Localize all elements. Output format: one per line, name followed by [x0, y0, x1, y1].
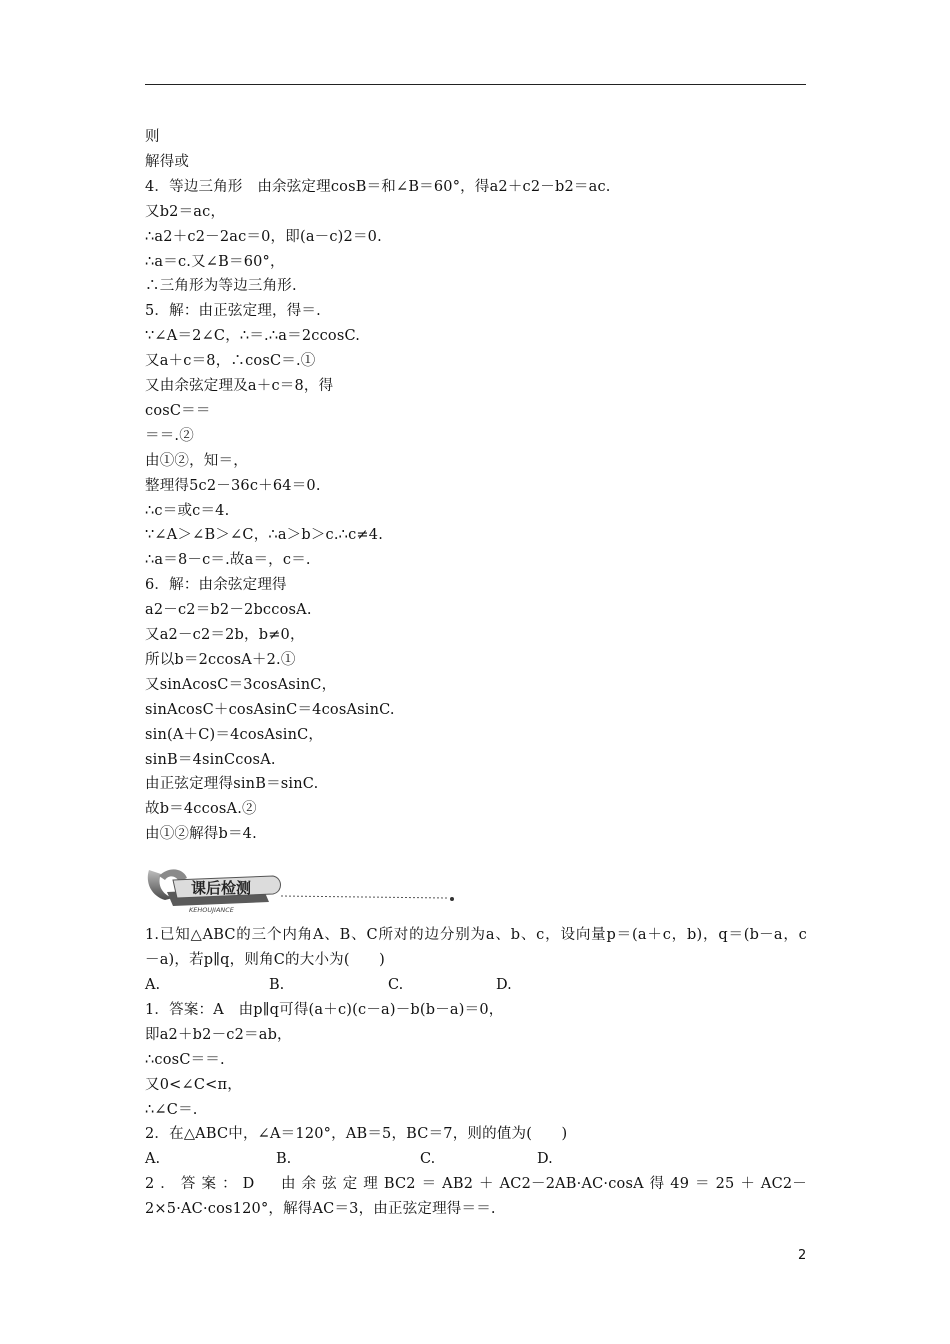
- option-d: D.: [537, 1151, 553, 1167]
- solution-line: 由①②解得b＝4.: [145, 826, 257, 843]
- solution-line: ∴a2＋c2－2ac＝0，即(a－c)2＝0.: [145, 228, 382, 245]
- solution-line: 又a2－c2＝2b，b≠0，: [145, 627, 305, 643]
- header-rule: [145, 84, 806, 85]
- option-c: C.: [420, 1151, 436, 1167]
- banner-title: 课后检测: [191, 879, 252, 897]
- answer-1-line: 即a2＋b2－c2＝ab，: [145, 1027, 292, 1043]
- question-2-line-1: 2．在△ABC中，∠A＝120°，AB＝5，BC＝7，则的值为( ): [145, 1126, 568, 1142]
- answer-1-line: 1．答案：A 由p∥q可得(a＋c)(c－a)－b(b－a)＝0，: [145, 1002, 504, 1018]
- option-b: B.: [269, 977, 285, 993]
- option-d: D.: [496, 977, 512, 993]
- solution-line: 6．解：由余弦定理得: [145, 577, 287, 594]
- answer-2-line-1: 2．答案：D 由余弦定理BC2＝AB2＋AC2－2AB·AC·cosA得49＝25＋AC2－: [145, 1176, 807, 1192]
- solution-line: ∵∠A＝2∠C，∴＝.∴a＝2ccosC.: [145, 328, 361, 345]
- solution-line: cosC＝＝: [145, 402, 211, 419]
- solution-line: 整理得5c2－36c＋64＝0.: [145, 477, 321, 494]
- answer-1-line: ∴∠C＝.: [145, 1102, 198, 1118]
- solution-line: ∴a＝c.又∠B＝60°，: [145, 253, 285, 270]
- solution-line: 又a＋c＝8，∴cosC＝.①: [145, 353, 316, 370]
- solution-line: sin(A＋C)＝4cosAsinC，: [145, 726, 324, 743]
- option-a: A.: [145, 977, 161, 993]
- answer-2-line-2: 2×5·AC·cos120°，解得AC＝3，由正弦定理得＝＝.: [145, 1201, 496, 1217]
- option-c: C.: [388, 977, 404, 993]
- solution-line: 又b2＝ac，: [145, 203, 226, 220]
- solution-line: ∵∠A＞∠B＞∠C，∴a＞b＞c.∴c≠4.: [145, 527, 384, 544]
- section-banner-icon: [143, 862, 463, 916]
- solution-line: 又sinAcosC＝3cosAsinC，: [145, 676, 337, 693]
- banner-subtitle: KEHOUJIANCE: [189, 906, 234, 914]
- answer-1-line: 又0<∠C<π，: [145, 1077, 242, 1093]
- page-number: 2: [798, 1248, 807, 1263]
- option-b: B.: [276, 1151, 292, 1167]
- solution-line: ∴三角形为等边三角形.: [145, 278, 297, 295]
- solution-line: 由正弦定理得sinB＝sinC.: [145, 776, 319, 793]
- solution-line: a2－c2＝b2－2bccosA.: [145, 602, 312, 619]
- solution-line: 又由余弦定理及a＋c＝8，得: [145, 378, 334, 394]
- solution-line: ＝＝.②: [145, 427, 194, 444]
- answer-1-line: ∴cosC＝＝.: [145, 1052, 225, 1068]
- solution-line: sinB＝4sinCcosA.: [145, 751, 276, 768]
- solution-line: 4．等边三角形 由余弦定理cosB＝和∠B＝60°，得a2＋c2－b2＝ac.: [145, 178, 611, 195]
- solution-line: 故b＝4ccosA.②: [145, 801, 257, 818]
- option-a: A.: [145, 1151, 161, 1167]
- solution-line: 所以b＝2ccosA＋2.①: [145, 651, 296, 668]
- solution-line: ∴c＝或c＝4.: [145, 502, 230, 519]
- solution-line: 则: [145, 129, 160, 145]
- solution-line: 解得或: [145, 153, 190, 170]
- question-1-line-2: －a)，若p∥q，则角C的大小为( ): [145, 952, 385, 968]
- solution-line: 5．解：由正弦定理，得＝.: [145, 303, 321, 320]
- question-1-line-1: 1.已知△ABC的三个内角A、B、C所对的边分别为a、b、c，设向量p＝(a＋c，b)，q＝(b－a，c: [145, 927, 807, 943]
- solution-line: sinAcosC＋cosAsinC＝4cosAsinC.: [145, 701, 395, 718]
- solution-line: 由①②，知＝，: [145, 452, 248, 469]
- solution-line: ∴a＝8－c＝.故a＝，c＝.: [145, 552, 311, 569]
